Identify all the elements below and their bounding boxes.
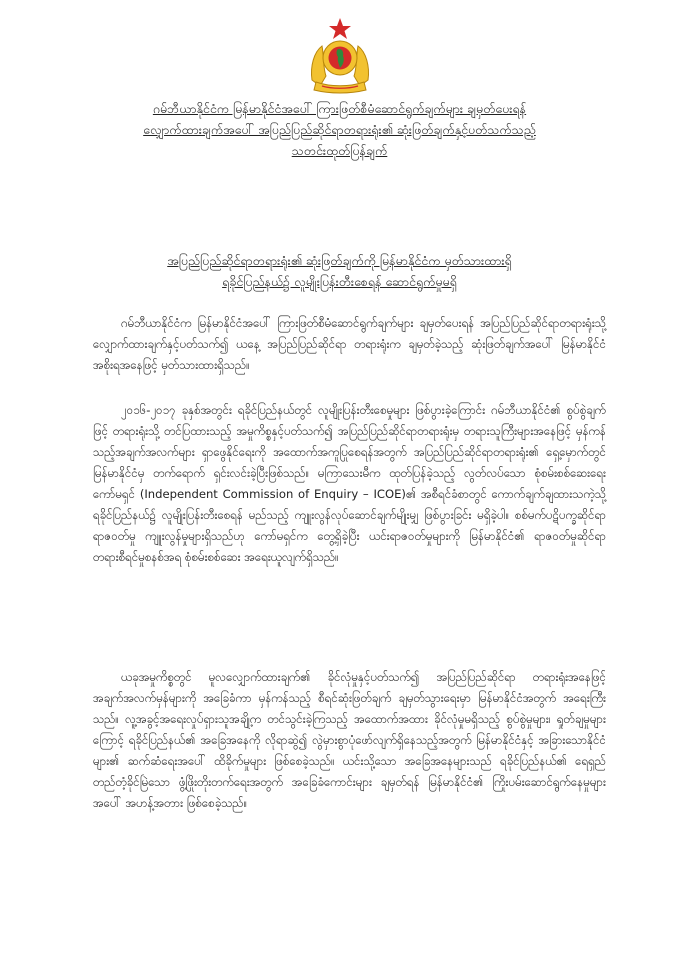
title-line-text: သတင်းထုတ်ပြန်ချက် — [291, 143, 388, 158]
state-seal-emblem-icon — [306, 16, 374, 94]
body-paragraph-2: ၂၀၁၆-၂၀၁၇ ခုနှစ်အတွင်း ရခိုင်ပြည်နယ်တွင် လူမျိုးပြန်းတီးစေမှုများ ဖြစ်ပွားခဲ့ကြောင်း ဂမ်ဘီယာနိုင်ငံ၏ စွပ်စွဲချက်ဖြင့် တရားရုံးသို့ တင်ပြထားသည့် အမှုကိစ္စနှင့်ပတ်သက်၍ အပြည်ပြည်ဆိုင်ရာတရားရုံးမှ တရားသူကြီးများအနေဖြင့် မှန်ကန်သည့်အချက်အလက်များ ရှာဖွေနိုင်ရေးကို အထောက်အကူပြုစေရန်အတွက် အပြည်ပြည်ဆိုင်ရာတရားရုံး၏ ရှေ့မှောက်တွင် မြန်မာနိုင်ငံမှ တက်ရောက် ရှင်းလင်းခဲ့ပြီးဖြစ်သည်။ မကြာသေးမီက ထုတ်ပြန်ခဲ့သည့် လွတ်လပ်သော စုံစမ်းစစ်ဆေးရေး ကော်မရှင် (Independent Commission of Enquiry – ICOE)၏ အစီရင်ခံစာတွင် ကောက်ချက်ချထားသကဲ့သို့ ရခိုင်ပြည်နယ်၌ လူမျိုးပြန်းတီးစေရန် မည်သည့် ကျူးလွန်လုပ်ဆောင်ချက်မျိုးမျှ ဖြစ်ပွားခြင်း မရှိခဲ့ပါ။ စစ်မက်ပဋိပက္ခဆိုင်ရာ ရာဇဝတ်မှု ကျူးလွန်မှုများရှိသည်ဟု ကော်မရှင်က တွေ့ရှိခဲ့ပြီး ယင်းရာဇဝတ်မှုများကို မြန်မာနိုင်ငံ၏ ရာဇဝတ်မှုဆိုင်ရာ တရားစီရင်မှုစနစ်အရ စုံစမ်းစစ်ဆေး အရေးယူလျက်ရှိသည်။ — [93, 403, 606, 564]
subtitle-line-text: အပြည်ပြည်ဆိုင်ရာတရားရုံး၏ ဆုံးဖြတ်ချက်ကို မြန်မာနိုင်ငံက မှတ်သားထားရှိ — [167, 253, 512, 268]
title-line-text: ဂမ်ဘီယာနိုင်ငံက မြန်မာနိုင်ငံအပေါ် ကြားဖြတ်စီမံဆောင်ရွက်ချက်များ ချမှတ်ပေးရန် — [152, 101, 527, 116]
body-paragraph-1: ဂမ်ဘီယာနိုင်ငံက မြန်မာနိုင်ငံအပေါ် ကြားဖြတ်စီမံဆောင်ရွက်ချက်များ ချမှတ်ပေးရန် အပြည်ပြည်ဆိုင်ရာတရားရုံးသို့ လျှောက်ထားချက်နှင့်ပတ်သက်၍ ယနေ့ အပြည်ပြည်ဆိုင်ရာ တရားရုံးက ချမှတ်ခဲ့သည့် ဆုံးဖြတ်ချက်အပေါ် မြန်မာနိုင်ငံ အစိုးရအနေဖြင့် မှတ်သားထားရှိသည်။ — [93, 316, 606, 372]
title-line — [0, 140, 679, 161]
title-line — [0, 119, 679, 140]
subtitle-line-text: ရခိုင်ပြည်နယ်၌ လူမျိုးပြန်းတီးစေရန် ဆောင်ရွက်မှုမရှိ — [222, 274, 457, 289]
subtitle-line — [0, 250, 679, 271]
subtitle-line — [0, 271, 679, 292]
press-release-title — [0, 98, 679, 161]
title-line — [0, 98, 679, 119]
press-release-subtitle — [0, 250, 679, 292]
body-paragraph-3: ယခုအမှုကိစ္စတွင် မူလလျှောက်ထားချက်၏ ခိုင်လုံမှုနှင့်ပတ်သက်၍ အပြည်ပြည်ဆိုင်ရာ တရားရုံးအနေဖြင့် အချက်အလက်မှန်များကို အခြေခံကာ မှန်ကန်သည့် စီရင်ဆုံးဖြတ်ချက် ချမှတ်သွားရေးမှာ မြန်မာနိုင်ငံအတွက် အရေးကြီးသည်။ လူ့အခွင့်အရေးလှုပ်ရှားသူအချို့က တင်သွင်းခဲ့ကြသည့် အထောက်အထား ခိုင်လုံမှုမရှိသည့် စွပ်စွဲမှုများ၊ ရှုတ်ချမှုများကြောင့် ရခိုင်ပြည်နယ်၏ အခြေအနေကို လိုရာဆွဲ၍ လွဲမှားစွာပုံဖော်လျက်ရှိနေသည့်အတွက် မြန်မာနိုင်ငံနှင့် အခြားသောနိုင်ငံများ၏ ဆက်ဆံရေးအပေါ် ထိခိုက်မှုများ ဖြစ်စေခဲ့သည်။ ယင်းသို့သော အခြေအနေများသည် ရခိုင်ပြည်နယ်၏ ရေရှည်တည်တံ့ခိုင်မြဲသော ဖွံ့ဖြိုးတိုးတက်ရေးအတွက် အခြေခံကောင်းများ ချမှတ်ရန် မြန်မာနိုင်ငံ၏ ကြိုးပမ်းဆောင်ရွက်နေမှုများအပေါ် အဟန့်အတား ဖြစ်စေခဲ့သည်။ — [93, 670, 606, 810]
title-line-text: လျှောက်ထားချက်အပေါ် အပြည်ပြည်ဆိုင်ရာတရားရုံး၏ ဆုံးဖြတ်ချက်နှင့်ပတ်သက်သည့် — [143, 122, 536, 137]
